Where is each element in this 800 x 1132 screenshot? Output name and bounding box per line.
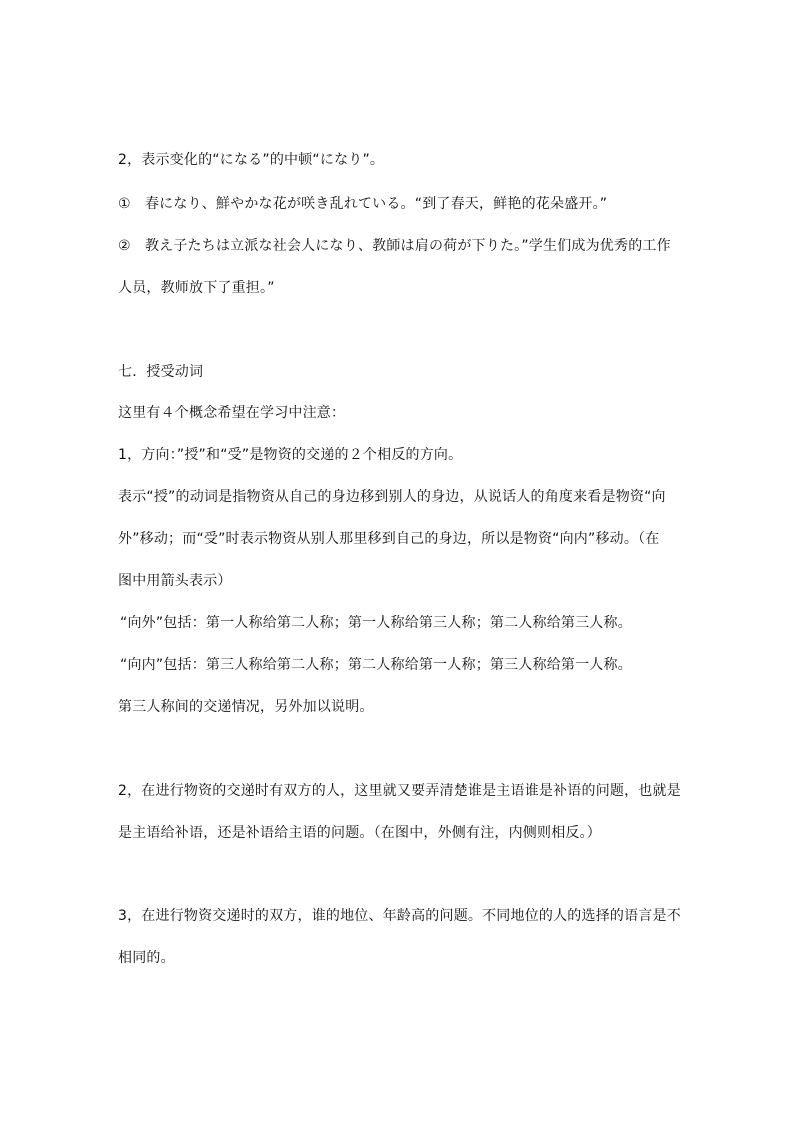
point-2-line-2: 是主语给补语，还是补语给主语的问题。（在图中，外侧有注，内侧则相反。） — [118, 825, 601, 841]
point-1-body-line-3: 图中用箭头表示） — [118, 573, 232, 589]
item-2-heading: 2，表示变化的“になる”的中顿“になり”。 — [118, 152, 385, 168]
point-1-inward: “向内”包括：第三人称给第二人称；第二人称给第一人称；第三人称给第一人称。 — [120, 657, 632, 673]
point-1-third-person: 第三人称间的交递情况，另外加以说明。 — [118, 699, 374, 715]
point-1-body-line-2: 外”移动；而“受”时表示物资从别人那里移到自己的身边，所以是物资“向内”移动。（在 — [118, 531, 660, 547]
point-2-line-1: 2，在进行物资的交递时有双方的人，这里就又要弄清楚谁是主语谁是补语的问题，也就是 — [118, 783, 681, 799]
example-1: ① 春になり、鮮やかな花が咲き乱れている。“到了春天，鲜艳的花朵盛开。” — [118, 196, 608, 212]
point-1-heading: 1，方向：”授”和“受”是物资的交递的２个相反的方向。 — [118, 447, 463, 463]
point-1-body-line-1: 表示“授”的动词是指物资从自己的身边移到别人的身边，从说话人的角度来看是物资“向 — [118, 489, 666, 505]
section-7-title: 七．授受动词 — [118, 364, 204, 380]
example-2-line-1: ② 教え子たちは立派な社会人になり、教師は肩の荷が下りた。”学生们成为优秀的工作 — [118, 238, 671, 254]
point-1-outward: “向外”包括：第一人称给第二人称；第一人称给第三人称；第二人称给第三人称。 — [120, 615, 632, 631]
example-2-line-2: 人员，教师放下了重担。” — [118, 280, 275, 296]
point-3-line-1: 3，在进行物资交递时的双方，谁的地位、年龄高的问题。不同地位的人的选择的语言是不 — [118, 908, 681, 924]
point-3-line-2: 相同的。 — [118, 950, 175, 966]
section-7-intro: 这里有４个概念希望在学习中注意： — [118, 405, 346, 421]
